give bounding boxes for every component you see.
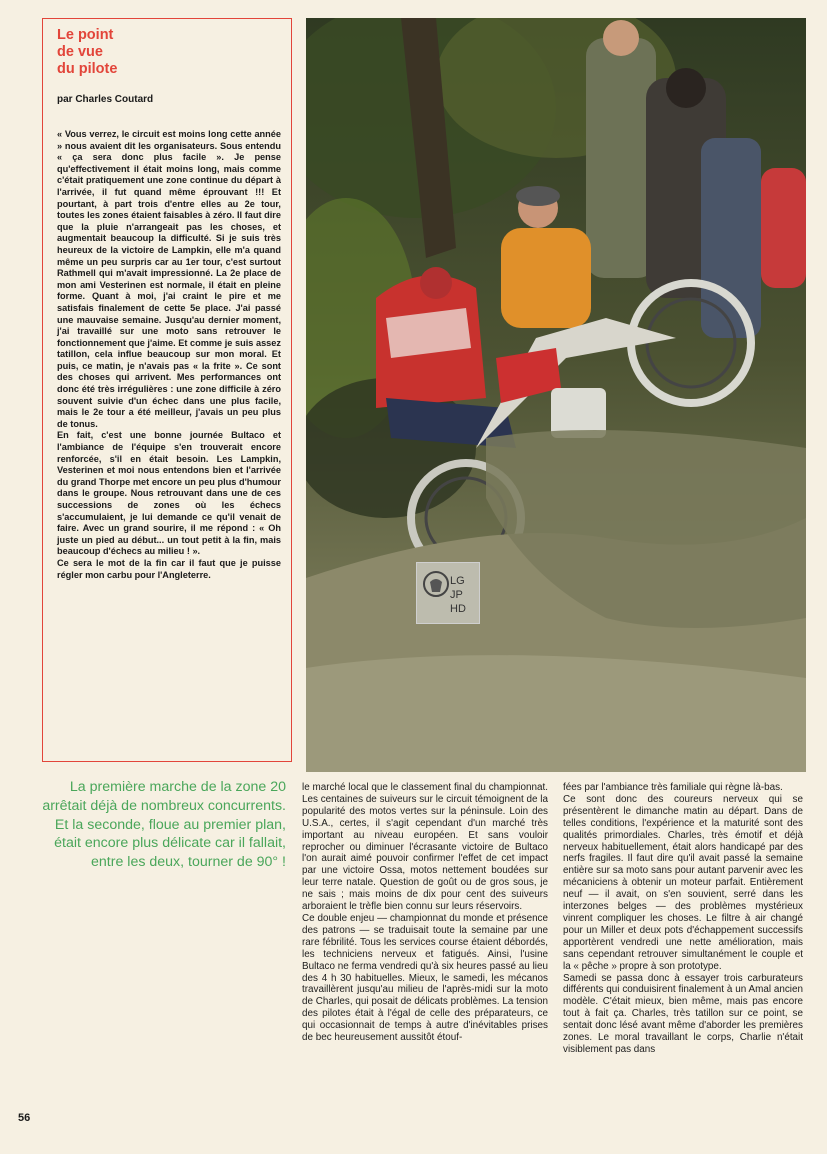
box-title-line: du pilote bbox=[57, 61, 118, 77]
watermark-logo bbox=[416, 562, 480, 624]
box-paragraph: En fait, c'est une bonne journée Bultaco et l'ambiance de l'équipe s'en trouverait encore renforcée, s'il en était besoin. Les Lampkin, Vesterinen et moi nous entendons bien et l'arrivée du grand Thorpe met encore un peu plus d'humour dans le groupe. Nous retrouvant dans une de ces successions de zones où les échecs s'accumulaient, je lui demande ce qu'il venait de faire. Avec un grand sourire, il me répond : « Oh juste un pied au début... un tout petit à la fin, mais beaucoup d'échecs au milieu ! ». bbox=[57, 430, 281, 557]
box-title bbox=[57, 27, 281, 78]
svg-text:HD: HD bbox=[450, 603, 466, 615]
pilot-viewpoint-box bbox=[42, 18, 292, 762]
box-title-line: Le point bbox=[57, 27, 114, 43]
box-body bbox=[57, 129, 281, 581]
svg-text:LG: LG bbox=[450, 575, 465, 587]
page-number: 56 bbox=[18, 1112, 31, 1124]
box-paragraph: Ce sera le mot de la fin car il faut que je puisse régler mon carbu pour l'Angleterre. bbox=[57, 557, 281, 580]
article-paragraph: Ce sont donc des coureurs nerveux qui se présentèrent le dimanche matin au départ. Dans de telles conditions, l'expérience et la maturité sont des qualités primordiales. Charles, très émotif et déjà nerveux habituellement, était alors handicapé par des nerfs fragiles. Il faut dire qu'il avait passé la semaine entière sur sa moto sans pour autant parvenir avec les mécaniciens à obtenir un moteur parfait. Entièrement neuf — il avait, on s'en souvient, serré dans les interzones belges — des problèmes mystérieux vinrent compliquer les choses. Le filtre à air changé pour un Miller et deux pots d'échappement successifs apportèrent vendredi une nette amélioration, mais sans cependant retrouver simultanément le couple et la « pêche » propre à son prototype. bbox=[563, 793, 803, 972]
article-column-right bbox=[563, 782, 803, 1056]
article-paragraph: fées par l'ambiance très familiale qui règne là-bas. bbox=[563, 782, 783, 793]
svg-text:JP: JP bbox=[450, 589, 463, 601]
article-paragraph: le marché local que le classement final du championnat. Les centaines de suiveurs sur le circuit témoignent de la popularité des motos vertes sur la péninsule. Loin des U.S.A., certes, il s'agit cependant d'un marché très important au niveau européen. Et sans vouloir reprocher ou diminuer l'écrasante victoire de Bultaco l'on aurait aimé pouvoir confirmer l'effet de cet impact par une victoire Ossa, motos nettement boudées sur leur terre natale. Question de goût ou de gros sous, je ne sais ; mais moins de dix pour cent des suiveurs arboraient le trèfle bien connu sur leurs réservoirs. bbox=[302, 782, 548, 913]
watermark-icon bbox=[420, 566, 476, 620]
box-paragraph: « Vous verrez, le circuit est moins long cette année » nous avaient dit les organisateurs. Sous entendu « ça sera donc plus facile ». Je pense qu'effectivement il était moins long, mais comme c'était pratiquement une zone continue du départ à l'arrivée, il fut quand même éprouvant !!! Et pourtant, à part trois d'entre elles au 2e tour, toutes les zones étaient faisables à zéro. Il faut dire que la pluie n'arrangeait pas les choses, et augmentait beaucoup la difficulté. Si je suis très heureux de la victoire de Lampkin, elle m'a quand même un peu surpris car au 1er tour, c'est surtout Rathmell qui m'avait impressionné. La 2e place de mon ami Vesterinen est normale, il était en pleine forme. Quant à moi, j'ai craint le pire et me satisfais finalement de cette 5e place. J'ai passé une mauvaise semaine. Jusqu'au dernier moment, j'ai travaillé sur une moto sans retrouver le fonctionnement que j'aime. Et comme je suis assez tatillon, cela influe beaucoup sur mon moral. Et puis, ce matin, je n'avais pas « la frite ». Ce sont des choses qui arrivent. Mes performances ont donc été très irrégulières : une zone difficile à zéro souvent suivie d'un échec dans une plus facile, mais le 2e tour a été meilleur, j'avais un peu plus de tonus. bbox=[57, 129, 281, 429]
photo-caption: La première marche de la zone 20 arrêtait déjà de nombreux concurrents. Et la seconde, floue au premier plan, était encore plus délicate car il fallait, entre les deux, tourner de 90° ! bbox=[42, 779, 286, 871]
box-title-line: de vue bbox=[57, 44, 103, 60]
photo-illustration bbox=[306, 18, 806, 772]
byline: par Charles Coutard bbox=[57, 94, 154, 105]
article-paragraph: Samedi se passa donc à essayer trois carburateurs différents qui conduisirent finalement à un Amal ancien modèle. C'était mieux, bien même, mais pas encore tout à fait ça. Charles, très tatillon sur ce point, se sentait donc lésé avant même d'aborder les premières zones. Le moral travaillant le corps, Charlie n'était visiblement pas dans bbox=[563, 972, 803, 1055]
article-column-middle bbox=[302, 782, 548, 1044]
trial-rider-photo bbox=[306, 18, 806, 772]
article-paragraph: Ce double enjeu — championnat du monde et présence des patrons — se traduisait toute la semaine par une rare fébrilité. Tous les services course étaient débordés, les techniciens nerveux et fatigués. Ainsi, l'usine Bultaco ne ferma vendredi qu'à six heures passé au lieu des 4 h 30 habituelles. Mieux, le samedi, les mécanos travaillèrent jusqu'au milieu de l'après-midi sur la moto de Charles, qui posait de délicats problèmes. La tension des pilotes était à l'égal de celle des préparateurs, ce qui occasionnait de temps à autre d'inévitables prises de bec heureusement aussitôt étouf- bbox=[302, 912, 548, 1044]
